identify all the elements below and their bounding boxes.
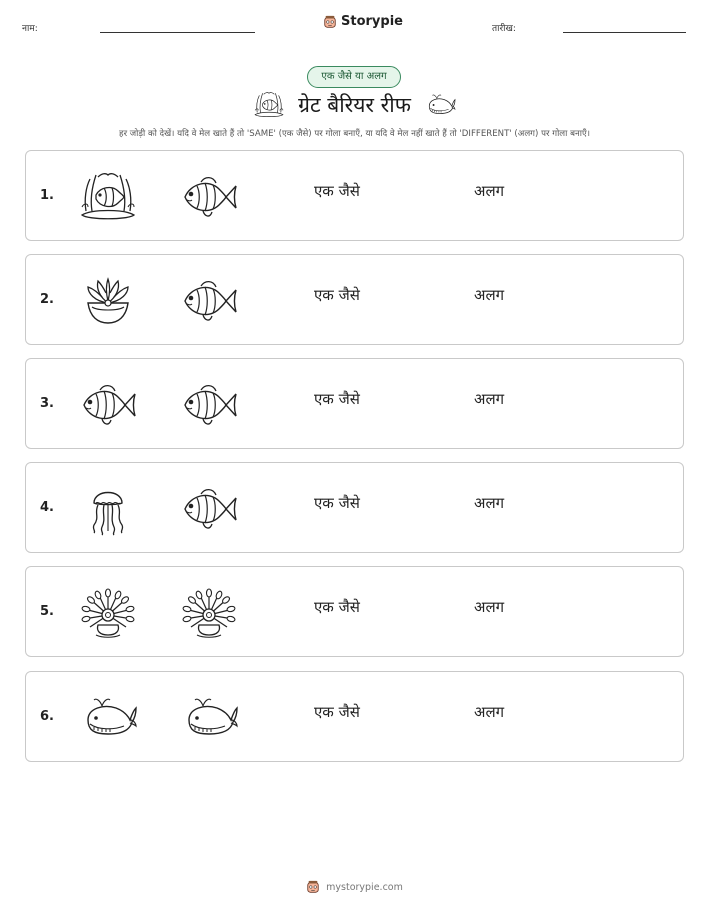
brand-logo [323, 14, 403, 29]
brand-name: Storypie [341, 14, 403, 29]
whale-icon [423, 90, 457, 120]
option-same[interactable]: एक जैसे [314, 390, 360, 408]
date-field[interactable] [563, 32, 686, 33]
option-different[interactable]: अलग [474, 703, 505, 721]
question-number: 6. [40, 709, 54, 724]
sea-anemone-icon [179, 585, 239, 641]
sea-anemone-icon [78, 585, 138, 641]
whale-icon [78, 690, 138, 746]
storypie-logo-icon [323, 15, 337, 29]
jellyfish-icon [78, 481, 138, 537]
whale-icon [179, 690, 239, 746]
clam-icon [78, 273, 138, 329]
question-number: 4. [40, 500, 54, 515]
page-title-text: ग्रेट बैरियर रीफ [298, 93, 411, 117]
question-row [25, 150, 684, 241]
question-row [25, 358, 684, 449]
date-label: तारीख: [492, 24, 516, 34]
fish-icon [78, 377, 138, 433]
question-row [25, 566, 684, 657]
footer-site[interactable]: mystorypie.com [326, 881, 403, 893]
anemone-icon [78, 169, 138, 225]
footer [0, 880, 709, 894]
question-number: 1. [40, 188, 54, 203]
worksheet-type-badge: एक जैसे या अलग [307, 66, 401, 88]
option-same[interactable]: एक जैसे [314, 598, 360, 616]
option-different[interactable]: अलग [474, 390, 505, 408]
option-same[interactable]: एक जैसे [314, 494, 360, 512]
question-number: 3. [40, 396, 54, 411]
name-label: नाम: [22, 24, 38, 34]
option-same[interactable]: एक जैसे [314, 703, 360, 721]
fish-icon [179, 481, 239, 537]
option-same[interactable]: एक जैसे [314, 286, 360, 304]
option-different[interactable]: अलग [474, 286, 505, 304]
question-row [25, 671, 684, 762]
storypie-logo-icon [306, 880, 320, 894]
question-number: 2. [40, 292, 54, 307]
question-number: 5. [40, 604, 54, 619]
option-different[interactable]: अलग [474, 598, 505, 616]
option-different[interactable]: अलग [474, 182, 505, 200]
anemone-icon [252, 90, 286, 120]
option-same[interactable]: एक जैसे [314, 182, 360, 200]
fish-icon [179, 273, 239, 329]
instructions: हर जोड़ी को देखें। यदि वे मेल खाते हैं तो 'SAME' (एक जैसे) पर गोला बनाएँ, या यदि वे मेल नहीं खाते हैं तो 'DIFFERENT' (अलग) पर गोला बनाएँ। [119, 129, 590, 139]
option-different[interactable]: अलग [474, 494, 505, 512]
question-row [25, 254, 684, 345]
name-field[interactable] [100, 32, 255, 33]
fish-icon [179, 377, 239, 433]
fish-icon [179, 169, 239, 225]
page-title [0, 90, 709, 125]
question-row [25, 462, 684, 553]
